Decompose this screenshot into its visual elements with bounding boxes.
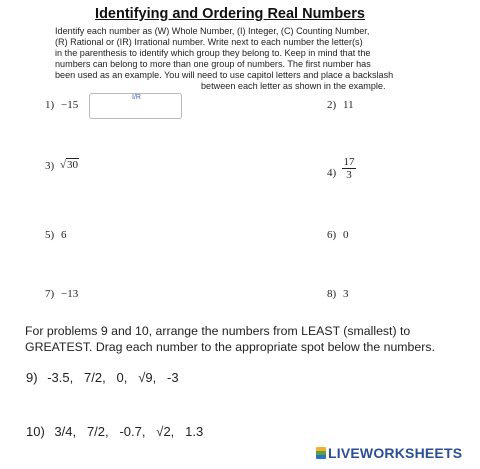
instruction-line: been used as an example. You will need to use capitol letters and place a backslash [55, 70, 394, 81]
problem-3-label: 3) [45, 160, 55, 172]
ordering-instructions: For problems 9 and 10, arrange the numbers from LEAST (smallest) to GREATEST. Drag each number to the appropriate spot below the numbers. [25, 324, 435, 354]
problem-1-label: 1) [45, 99, 55, 111]
radicand: 30 [67, 159, 79, 171]
fraction-denominator: 3 [346, 169, 352, 181]
problem-9-label: 9) [26, 370, 38, 385]
problem-9-numbers: -3.5, 7/2, 0, √9, -3 [47, 370, 179, 385]
liveworksheets-logo [316, 445, 462, 461]
problem-8-label: 8) [327, 288, 337, 300]
problem-3-value [60, 158, 79, 171]
ordering-problem-9 [26, 370, 179, 385]
problem-4-label: 4) [327, 167, 337, 179]
problem-6-label: 6) [327, 229, 337, 241]
problem-2-label: 2) [327, 99, 337, 111]
worksheet-title: Identifying and Ordering Real Numbers [95, 6, 365, 22]
instruction-line: numbers can belong to more than one group of numbers. The first number has [55, 59, 371, 70]
problem-2-value: 11 [343, 99, 354, 111]
problem-10-numbers: 3/4, 7/2, -0.7, √2, 1.3 [54, 424, 204, 439]
problem-4-fraction [342, 156, 356, 181]
problem-7-value: −13 [61, 288, 79, 300]
problem-1-value: −15 [61, 99, 79, 111]
problem-1-answer-value: I/R [132, 94, 141, 101]
ordering-problem-10 [26, 424, 203, 439]
fraction-numerator: 17 [343, 156, 355, 168]
instruction-line: Identify each number as (W) Whole Number, (I) Integer, (C) Counting Number, [55, 26, 370, 36]
instruction-line: (R) Rational or (IR) Irrational number. Write next to each number the letter(s) [55, 37, 363, 48]
problem-5-label: 5) [45, 229, 55, 241]
problem-5-value: 6 [61, 229, 67, 241]
radical-sign: √ [60, 159, 67, 171]
problem-6-value: 0 [343, 229, 349, 241]
problem-8-value: 3 [343, 288, 349, 300]
logo-icon [316, 447, 326, 459]
problem-10-label: 10) [26, 424, 45, 439]
problem-1-answer-input[interactable] [89, 93, 182, 119]
instruction-line: in the parenthesis to identify which group they belong to. Keep in mind that the [55, 48, 371, 59]
instruction-line: between each letter as shown in the example. [201, 81, 386, 92]
problem-7-label: 7) [45, 288, 55, 300]
logo-text: LIVEWORKSHEETS [328, 445, 463, 461]
instructions-text [55, 26, 435, 93]
